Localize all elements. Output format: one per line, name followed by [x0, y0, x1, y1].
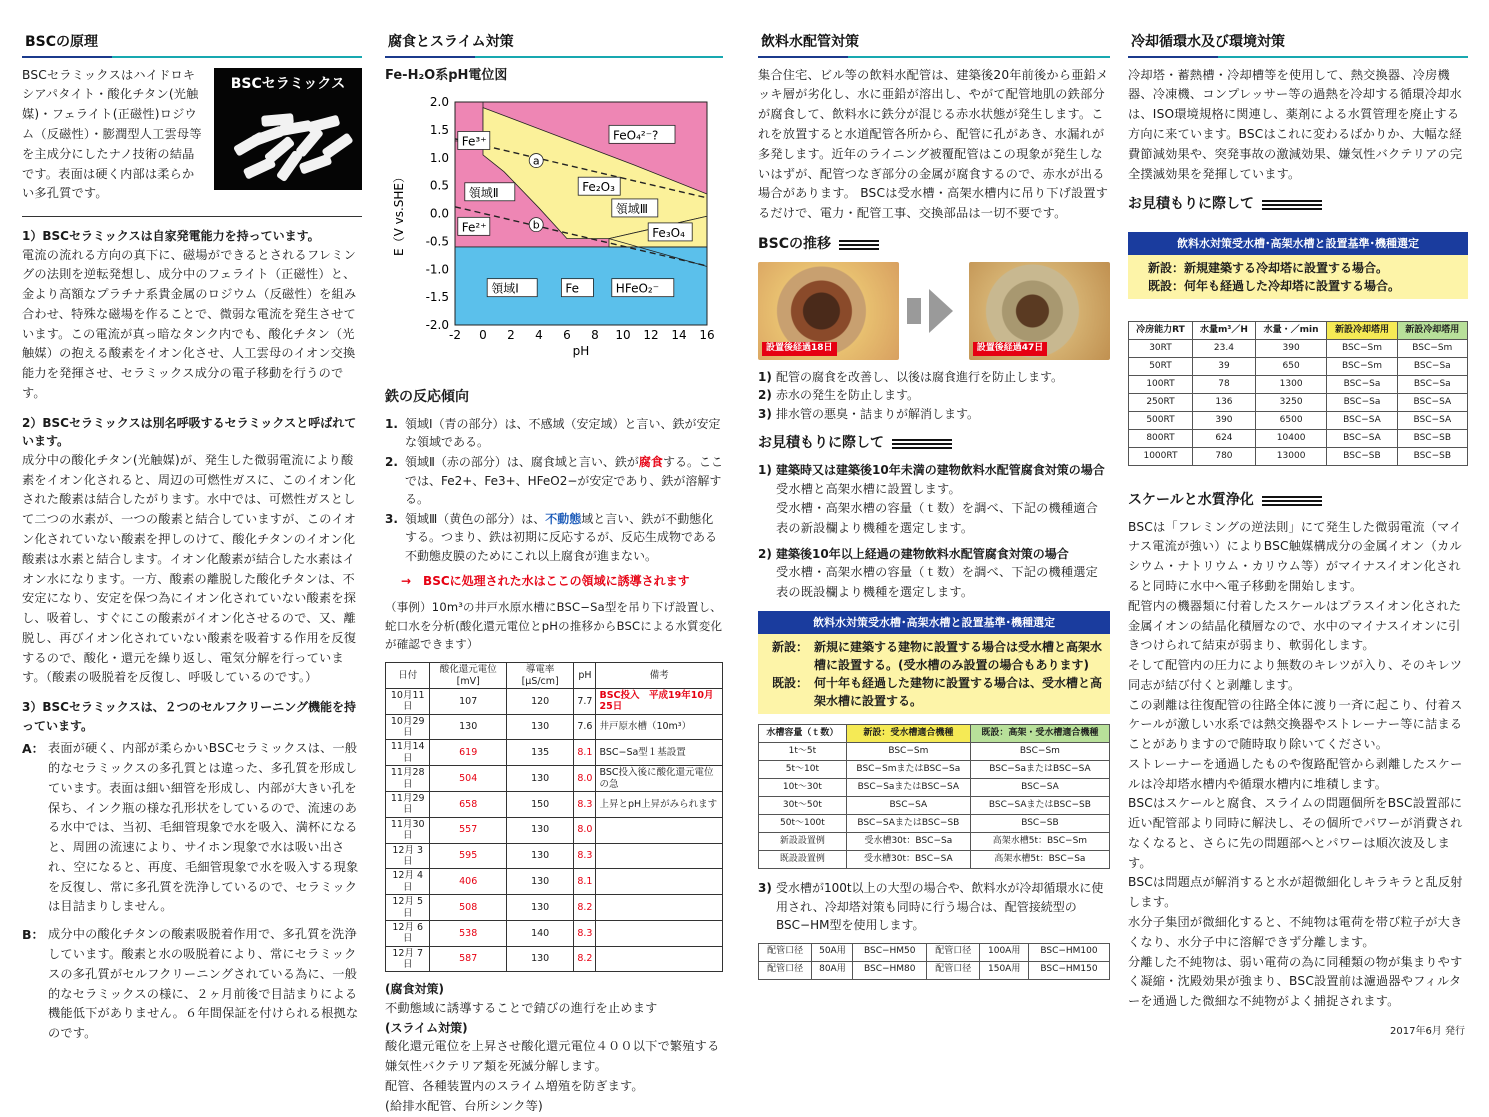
reaction-2-highlight: 腐食 — [638, 455, 663, 470]
table-cell: 30t〜50t — [759, 797, 847, 815]
box-old-row: 既設： 何十年も経過した建物に設置する場合は、受水槽と高架水槽に設置する。 — [772, 676, 1103, 709]
table-cell: 5t〜10t — [759, 761, 847, 779]
corrosion-body: 不動態域に誘導することで錆びの進行を止めます — [385, 1001, 658, 1016]
table-cell: 1t〜5t — [759, 743, 847, 761]
y-tick-label: -2.0 — [425, 317, 449, 332]
table-cell: BSC投入 平成19年10月25日 — [596, 688, 723, 714]
table-cell: 8.1 — [574, 740, 596, 766]
table-cell: 508 — [430, 895, 507, 921]
table-cell: BSC−SB — [1327, 448, 1397, 466]
table-cell: BSC−SaまたはBSC−SA — [970, 761, 1109, 779]
table-row — [386, 920, 723, 946]
label-region1: 領域Ⅰ — [491, 281, 519, 296]
table-cell: 11月30日 — [386, 817, 430, 843]
table-cell: 高架水槽5t：BSC−Sm — [970, 833, 1109, 851]
y-tick-label: 0.5 — [429, 178, 449, 193]
table-cell: 8.0 — [574, 817, 596, 843]
x-tick-label: 4 — [535, 327, 543, 342]
table-header: 水槽容量（ｔ数） — [759, 725, 847, 743]
cooling-table — [1128, 321, 1468, 466]
table-cell: 既設設置例 — [759, 851, 847, 869]
table-row — [386, 869, 723, 895]
table-row — [759, 851, 1110, 869]
cooling-box-old: 既設：何年も経過した冷却塔に設置する場合。 — [1148, 279, 1401, 294]
transition-photos — [758, 262, 1110, 360]
list-item: 2) 赤水の発生を防止します。 — [758, 388, 920, 403]
table-cell: 107 — [430, 688, 507, 714]
table-cell: 39 — [1192, 358, 1255, 376]
list-item: 3) 排水管の悪臭・詰まりが解消します。 — [758, 406, 980, 421]
table-row — [1129, 340, 1468, 358]
table-cell: 504 — [430, 766, 507, 792]
scale-heading: スケールと水質浄化 — [1128, 490, 1468, 512]
table-cell: 配管口径 — [927, 961, 980, 979]
table-row — [386, 714, 723, 740]
label-region3: 領域Ⅲ — [615, 201, 649, 216]
section-heading-cooling: 冷却循環水及び環境対策 — [1128, 30, 1468, 58]
divider — [22, 216, 362, 217]
reaction-heading: 鉄の反応傾向 — [385, 389, 469, 406]
table-cell: 10t〜30t — [759, 779, 847, 797]
effect-list — [758, 368, 1110, 424]
table-cell: 130 — [506, 766, 573, 792]
point2-body: 成分中の酸化チタン(光触媒)が、発生した微弱電流により酸素をイオン化されると、周辺の可燃性ガスに、このイオン化された酸素は結合したがります。水中では、可燃性ガスとして二つの水素が、一つの酸素と結合していますが、このイオン化されていない酸素を押しのけて、酸化チタンのイオン化酸素は水素と結合します。イオン化酸素が結合した水素はイオン水になります。一方、酸素の離脱した酸化チタンは、不安定になり、安定を保つ為にイオン化されていない酸素を探し、吸着し、すぐにこの酸素がイオン化させるので、又、離脱し、再びイオン化されていない酸素を吸着する作用を反復するので、酸化・還元を繰り返し、電気分解を行っています。（酸素の吸脱着を反復し、呼吸しているのです。） — [22, 452, 357, 685]
column-corrosion — [385, 30, 723, 1117]
photo-after-label: 設置後経過47日 — [973, 342, 1048, 356]
table-cell: 130 — [506, 869, 573, 895]
table-cell: BSC−SB — [970, 815, 1109, 833]
arrow-note: → BSCに処理された水はここの領域に誘導されます — [401, 573, 690, 588]
label-fe2: Fe²⁺ — [461, 220, 487, 235]
y-tick-label: 0.0 — [429, 206, 449, 221]
table-row — [759, 833, 1110, 851]
table-cell: BSC−Sm — [1397, 340, 1467, 358]
table-row — [1129, 412, 1468, 430]
table-cell: BSC−Sm — [846, 743, 970, 761]
label-fe: Fe — [565, 281, 580, 296]
cooling-estimate-heading: お見積もりに際して — [1128, 194, 1468, 216]
estimate-heading: お見積もりに際して — [758, 433, 1110, 455]
table-cell: BSC−Sm — [1327, 340, 1397, 358]
selection-box — [758, 611, 1110, 714]
estimate-1-body: 受水槽と高架水槽に設置します。 受水槽・高架水槽の容量（ｔ数）を調べ、下記の機種適合表の新設欄より機種を選定します。 — [776, 481, 1099, 536]
table-cell: 11月28日 — [386, 766, 430, 792]
y-tick-label: -1.5 — [425, 289, 449, 304]
table-cell: 配管口径 — [759, 943, 812, 961]
case-text: （事例）10m³の井戸水原水槽にBSC−Sa型を吊り下げ設置し、蛇口水を分析(酸化還元電位とpHの推移からBSCによる水質変化が確認できます） — [385, 600, 723, 652]
table-cell: 8.2 — [574, 895, 596, 921]
table-cell: 100RT — [1129, 376, 1193, 394]
issue-date: 2017年6月 発行 — [1390, 1025, 1465, 1037]
table-cell: BSC−Sm — [970, 743, 1109, 761]
table-cell: 受水槽30t：BSC−SA — [846, 851, 970, 869]
table-cell: 12月 4日 — [386, 869, 430, 895]
point-a-label: A： — [22, 741, 45, 757]
table-header: 新設：受水槽適合機種 — [846, 725, 970, 743]
reaction-item: 3. 領域Ⅲ（黄色の部分）は、不動態域と言い、鉄が不動態化する。つまり、鉄は初期に反応するが、反応生成物である不動態皮膜のためにこれ以上腐食が進まない。 — [385, 511, 718, 564]
reaction-2-text-a: 領域Ⅱ（赤の部分）は、腐食域と言い、鉄が — [405, 455, 639, 470]
label-fe3: Fe³⁺ — [461, 134, 487, 149]
table-cell: 10400 — [1255, 430, 1326, 448]
arrow-right-icon — [929, 289, 953, 333]
column-cooling — [1128, 30, 1468, 1012]
reaction-3-text-b: 域と言い、鉄が不動態化する。つまり、鉄は初期に反応するが、反応生成物である不動態皮膜のためにこれ以上腐食が進まない。 — [405, 511, 718, 564]
table-row — [1129, 394, 1468, 412]
table-cell: 8.2 — [574, 946, 596, 972]
ceramics-photo — [214, 68, 362, 190]
table-cell: 130 — [430, 714, 507, 740]
table-cell: BSC−Sm — [1327, 358, 1397, 376]
corrosion-heading: (腐食対策) — [385, 982, 444, 997]
table-cell: 配管口径 — [927, 943, 980, 961]
label-a: a — [532, 154, 540, 168]
slime-heading: (スライム対策) — [385, 1020, 468, 1035]
table-cell: 8.3 — [574, 920, 596, 946]
photo-caption: BSCセラミックス — [230, 75, 346, 92]
section-heading-principle: BSCの原理 — [22, 30, 362, 58]
list-item: 1) 配管の腐食を改善し、以後は腐食進行を防止します。 — [758, 369, 1064, 384]
table-row — [386, 843, 723, 869]
table-row — [1129, 376, 1468, 394]
table-cell: 上昇とpH上昇がみられます — [596, 792, 723, 818]
label-fe3o4: Fe₃O₄ — [652, 225, 685, 240]
table-cell: 650 — [1255, 358, 1326, 376]
table-cell: 538 — [430, 920, 507, 946]
point1-heading: 1）BSCセラミックスは自家発電能力を持っています。 — [22, 229, 320, 244]
point1-body: 電流の流れる方向の真下に、磁場ができるとされるフレミングの法則を逆転発想し、成分中のフェライト（正磁性）と、金より高額なプラチナ系貴金属のロジウム（反磁性）を組み合わせ、特殊な磁場を作ることで、微弱な電流を発生させています。この電流が真っ暗なタンク内でも、酸化チタン（光触媒）の抱える酸素をイオン化させ、人工雲母のイオン交換能力を発揮させ、セラミックス成分の電子移動を行うのです。 — [22, 247, 357, 400]
y-tick-label: 2.0 — [429, 94, 449, 109]
reaction-item: 1. 領域Ⅰ（青の部分）は、不感域（安定域）と言い、鉄が安定な領域である。 — [385, 415, 723, 452]
point-a — [22, 739, 362, 917]
table-cell: 250RT — [1129, 394, 1193, 412]
table-header: 既設：高架・受水槽適合機種 — [970, 725, 1109, 743]
table-cell: 130 — [506, 843, 573, 869]
point2-heading: 2）BSCセラミックスは別名呼吸するセラミックスと呼ばれています。 — [22, 415, 357, 449]
table-cell: 500RT — [1129, 412, 1193, 430]
table-cell: 557 — [430, 817, 507, 843]
x-axis-label: pH — [572, 343, 590, 358]
x-tick-label: 8 — [591, 327, 599, 342]
label-b: b — [532, 218, 540, 232]
table-cell: BSC−Sa — [1327, 394, 1397, 412]
table-cell: BSC−SA — [1327, 412, 1397, 430]
table-cell: 406 — [430, 869, 507, 895]
table-cell: 120 — [506, 688, 573, 714]
table-cell: BSC−HM150 — [1028, 961, 1109, 979]
scale-body: BSCは「フレミングの逆法則」にて発生した微弱電流（マイナス電流が強い）によりBSC触媒構成分の金属イオン（カルシウム・ナトリウム・カリウム等）がマイナスイオン化されると同時に水中へ電子移動を開始します。 配管内の機器類に付着したスケールはプラスイオン化された金属イオンの結晶化積層なので、水中のマイナスイオンに引きつけられて結束が弱まり、軟弱化します。 そして配管内の圧力により無数のキレツが入り、そのキレツ同志が結び付くと剥離します。 この剥離は往復配管の往路全体に渡り一斉に起こり、付着スケールが激しい水系では熱交換器やストレーナー等に詰まることがありますので随時取り除いてください。 ストレーナーを通過したものや復路配管から剥離したスケールは冷却塔水槽内や循環水槽内に堆積します。 BSCはスケールと腐食、スライムの問題個所をBSC設置部に近い配管部より同時に解決し、その個所でパワーが消費されなくなると、さらに先の問題部へとパワーは順次波及します。 BSCは問題点が解消すると水が超微細化しキラキラと乱反射します。 水分子集団が微細化すると、不純物は電荷を帯び粒子が大きくなり、水分子中に溶解できず分離します。 分離した不純物は、弱い電荷の為に同種類の物が集まりやすく凝縮・沈殿効果が強まり、BSC設置前は濾過器やフィルターを通過した微細な不純物がよく捕捉されます。 — [1128, 519, 1463, 1009]
table-cell: BSC−HM80 — [853, 961, 927, 979]
table-cell: BSC−SA — [1397, 394, 1467, 412]
table-cell: 23.4 — [1192, 340, 1255, 358]
table-cell: BSC投入後に酸化還元電位の急 — [596, 766, 723, 792]
transition-heading: BSCの推移 — [758, 234, 1110, 256]
table-cell: 6500 — [1255, 412, 1326, 430]
table-cell — [596, 869, 723, 895]
column-principle — [22, 30, 362, 1044]
table-cell: BSC−SA — [846, 797, 970, 815]
table-row — [759, 743, 1110, 761]
table-cell: 12月 3日 — [386, 843, 430, 869]
table-cell: BSC−SB — [1397, 448, 1467, 466]
table-cell: BSC−HM50 — [853, 943, 927, 961]
table-cell: 624 — [1192, 430, 1255, 448]
table-cell — [596, 895, 723, 921]
tank-selection-table — [758, 724, 1110, 869]
table-cell: 80A用 — [812, 961, 853, 979]
reaction-3-text-a: 領域Ⅲ（黄色の部分）は、 — [405, 511, 546, 526]
table-cell: BSC−Sa型１基設置 — [596, 740, 723, 766]
table-row — [759, 815, 1110, 833]
table-cell: 12月 7日 — [386, 946, 430, 972]
section-heading-drinking-water: 飲料水配管対策 — [758, 30, 1110, 58]
table-cell: 12月 5日 — [386, 895, 430, 921]
table-header: 日付 — [386, 663, 430, 689]
table-cell: 3250 — [1255, 394, 1326, 412]
table-row — [386, 946, 723, 972]
table-cell: 1300 — [1255, 376, 1326, 394]
point-b-label: B： — [22, 927, 45, 943]
table-cell: 新設設置例 — [759, 833, 847, 851]
table-row — [759, 797, 1110, 815]
table-cell: 140 — [506, 920, 573, 946]
table-cell: 150A用 — [980, 961, 1029, 979]
cooling-intro: 冷却塔・蓄熱槽・冷却槽等を使用して、熱交換器、冷房機器、冷凍機、コンプレッサー等の過熱を冷却する循環冷却水は、ISO環境規格に関連し、薬剤による水質管理を廃止する方向に来ています。BSCはこれに変わるばかりか、大幅な経費節減効果や、突発事故の激減効果、嫌気性バクテリアの完全撲滅効果を発揮しています。 — [1128, 67, 1463, 181]
table-row — [1129, 358, 1468, 376]
table-cell: 78 — [1192, 376, 1255, 394]
table-cell: 配管口径 — [759, 961, 812, 979]
hm-note: 3) 受水槽が100t以上の大型の場合や、飲料水が冷却循環水に使用され、冷却塔対策も同時に行う場合は、配管接続型のBSC−HM型を使用します。 — [758, 879, 1110, 935]
point-a-body: 表面が硬く、内部が柔らかいBSCセラミックスは、一般的なセラミックスの多孔質とは違った、多孔質を形成しています。表面は細い細管を形成し、内部が大きい孔を保ち、インク瓶の様な孔形状をしているので、流速のある水中では、当初、毛細管現象で水を吸入、満杯になると、周囲の流速により、サイホン現象で水は吸い出され、空になると、再度、毛細管現象で水を吸入する現象を反復し、常に多孔質を洗浄しているので、セラミックは目詰まりしません。 — [48, 741, 359, 914]
table-cell: BSC−SAまたはBSC−SB — [846, 815, 970, 833]
table-cell: BSC−Sa — [1327, 376, 1397, 394]
y-tick-label: 1.5 — [429, 122, 449, 137]
x-tick-label: -2 — [449, 327, 461, 342]
label-feo4: FeO₄²⁻? — [613, 128, 659, 143]
table-cell: 800RT — [1129, 430, 1193, 448]
label-region2: 領域Ⅱ — [468, 185, 499, 200]
table-header: 水量m³／H — [1192, 322, 1255, 340]
cooling-box-heading: 飲料水対策受水槽･高架水槽と設置基準･機種選定 — [1128, 232, 1468, 255]
cooling-box-new: 新設：新規建築する冷却塔に設置する場合。 — [1148, 261, 1389, 276]
table-header: 備考 — [596, 663, 723, 689]
table-cell — [596, 843, 723, 869]
intro-block — [22, 66, 362, 204]
table-cell: 13000 — [1255, 448, 1326, 466]
table-cell: 130 — [506, 946, 573, 972]
reaction-1-text: 領域Ⅰ（青の部分）は、不感域（安定域）と言い、鉄が安定な領域である。 — [405, 416, 721, 450]
table-cell: 受水槽30t：BSC−Sa — [846, 833, 970, 851]
estimate-2-body: 受水槽・高架水槽の容量（ｔ数）を調べ、下記の機種選定表の既設欄より機種を選定します。 — [776, 565, 1099, 600]
table-row — [386, 792, 723, 818]
x-tick-label: 16 — [699, 327, 715, 342]
table-cell: 130 — [506, 817, 573, 843]
table-cell: 10月11日 — [386, 688, 430, 714]
table-row — [386, 817, 723, 843]
table-cell — [596, 817, 723, 843]
hm-note-text: 受水槽が100t以上の大型の場合や、飲料水が冷却循環水に使用され、冷却塔対策も同時に行う場合は、配管接続型のBSC−HM型を使用します。 — [776, 881, 1104, 933]
table-cell: 150 — [506, 792, 573, 818]
table-cell: 595 — [430, 843, 507, 869]
table-row — [386, 740, 723, 766]
table-cell: BSC−Sa — [1397, 376, 1467, 394]
table-cell: 130 — [506, 895, 573, 921]
table-cell: 7.7 — [574, 688, 596, 714]
photo-before-label: 設置後経過18日 — [762, 342, 837, 356]
table-row — [1129, 430, 1468, 448]
table-cell: BSC−SA — [970, 779, 1109, 797]
table-cell: BSC−SA — [1327, 430, 1397, 448]
table-cell: 11月29日 — [386, 792, 430, 818]
table-header: 水量・／min — [1255, 322, 1326, 340]
x-tick-label: 0 — [479, 327, 487, 342]
table-cell: 50RT — [1129, 358, 1193, 376]
table-cell: 高架水槽5t：BSC−Sa — [970, 851, 1109, 869]
table-header: 冷房能力RT — [1129, 322, 1193, 340]
point3-heading: 3）BSCセラミックスは、２つのセルフクリーニング機能を持っています。 — [22, 700, 356, 733]
table-header: pH — [574, 663, 596, 689]
pipe-photo-before — [758, 262, 899, 360]
point-b — [22, 925, 362, 1044]
y-tick-label: -1.0 — [425, 262, 449, 277]
x-tick-label: 12 — [643, 327, 659, 342]
table-header: 新設冷却塔用 — [1397, 322, 1467, 340]
y-tick-label: -0.5 — [425, 234, 449, 249]
pourbaix-diagram — [385, 90, 723, 380]
table-row — [386, 766, 723, 792]
table-cell: 井戸原水槽（10m³） — [596, 714, 723, 740]
x-tick-label: 10 — [615, 327, 631, 342]
table-cell: 10月29日 — [386, 714, 430, 740]
table-header: 酸化還元電位[mV] — [430, 663, 507, 689]
table-cell: BSC−Sa — [1397, 358, 1467, 376]
table-cell: 8.0 — [574, 766, 596, 792]
table-cell: 8.3 — [574, 792, 596, 818]
table-cell: 50t〜100t — [759, 815, 847, 833]
table-cell: BSC−SB — [1397, 430, 1467, 448]
estimate-list — [758, 461, 1110, 603]
estimate-item-2: 2) 建築後10年以上経過の建物飲料水配管腐食対策の場合 — [758, 546, 1069, 561]
table-cell: 619 — [430, 740, 507, 766]
table-cell: 8.3 — [574, 843, 596, 869]
table-cell: 50A用 — [812, 943, 853, 961]
table-cell: 12月 6日 — [386, 920, 430, 946]
label-hfeo2: HFeO₂⁻ — [615, 281, 660, 296]
table-row — [759, 961, 1110, 979]
table-cell: 30RT — [1129, 340, 1193, 358]
table-cell — [596, 920, 723, 946]
reaction-list — [385, 415, 723, 566]
point-b-body: 成分中の酸化チタンの酸素吸脱着作用で、多孔質を洗浄しています。酸素と水の吸脱着により、常にセラミックスの多孔質がセルフクリーニングされている為に、一般的なセラミックスの様に、２ヶ月前後で目詰まりによる機能低下がありません。６年間保証を付けられる根拠なのです。 — [48, 927, 359, 1041]
table-cell: BSC−SmまたはBSC−Sa — [846, 761, 970, 779]
table-cell: BSC−SaまたはBSC−SA — [846, 779, 970, 797]
table-cell: 658 — [430, 792, 507, 818]
chart-title: Fe‐H₂O系pH電位図 — [385, 67, 508, 83]
table-cell: 100A用 — [980, 943, 1029, 961]
table-cell: 390 — [1192, 412, 1255, 430]
table-row — [386, 688, 723, 714]
table-cell: 11月14日 — [386, 740, 430, 766]
table-cell: 7.6 — [574, 714, 596, 740]
table-cell: 390 — [1255, 340, 1326, 358]
table-cell: 587 — [430, 946, 507, 972]
table-cell: 1000RT — [1129, 448, 1193, 466]
table-cell: BSC−SA — [1397, 412, 1467, 430]
intro-text: BSCセラミックスはハイドロキシアパタイト・酸化チタン(光触媒)・フェライト(正磁性)ロジウム（反磁性）・膨潤型人工雲母等を主成分にしたナノ技術の結晶です。表面は硬く内部は柔らかい多孔質です。 — [22, 67, 202, 201]
table-header: 新設冷却塔用 — [1327, 322, 1397, 340]
x-tick-label: 2 — [507, 327, 515, 342]
table-cell — [596, 946, 723, 972]
reaction-3-highlight: 不動態 — [545, 511, 582, 526]
table-cell: 135 — [506, 740, 573, 766]
table-cell: 130 — [506, 714, 573, 740]
table-row — [759, 943, 1110, 961]
table-row — [1129, 448, 1468, 466]
y-tick-label: 1.0 — [429, 150, 449, 165]
table-cell: 8.1 — [574, 869, 596, 895]
column-drinking-water — [758, 30, 1110, 980]
selection-box-heading: 飲料水対策受水槽･高架水槽と設置基準･機種選定 — [758, 611, 1110, 634]
drinking-intro: 集合住宅、ビル等の飲料水配管は、建築後20年前後から亜鉛メッキ層が劣化し、水に亜鉛が溶出し、やがて配管地肌の鉄部分が腐食して、飲料水に鉄分が混じる赤水状態が発生します。これを放置すると水道配管各所から、配管に孔があき、水漏れが多発します。近年のライニング被覆配管はこの現象が発生しないはずが、配管つなぎ部分の金属が腐食するので、赤水が出る場合があります。 BSCは受水槽・高架水槽内に吊り下げ設置するだけで、電力・配管工事、交換部品は一切不要です。 — [758, 67, 1109, 221]
cooling-box — [1128, 232, 1468, 299]
x-tick-label: 6 — [563, 327, 571, 342]
section-heading-corrosion: 腐食とスライム対策 — [385, 30, 723, 58]
box-new-row: 新設： 新規に建築する建物に設置する場合は受水槽と高架水槽に設置する。(受水槽のみ設置の場合もあります) — [772, 640, 1103, 673]
y-axis-label: E（V vs.SHE） — [392, 170, 406, 256]
estimate-item-1: 1) 建築時又は建築後10年未満の建物飲料水配管腐食対策の場合 — [758, 462, 1105, 477]
table-header: 導電率[μS/cm] — [506, 663, 573, 689]
pipe-photo-after — [969, 262, 1110, 360]
table-row — [759, 779, 1110, 797]
label-fe2o3: Fe₂O₃ — [582, 180, 615, 195]
water-analysis-table — [385, 662, 723, 972]
table-cell: BSC−HM100 — [1028, 943, 1109, 961]
x-tick-label: 14 — [671, 327, 687, 342]
reaction-2-text-b: する。ここでは、Fe2+、Fe3+、HFeO2−が安定であり、鉄が溶解する。 — [405, 455, 723, 507]
table-cell: 136 — [1192, 394, 1255, 412]
reaction-item: 2. 領域Ⅱ（赤の部分）は、腐食域と言い、鉄が腐食する。ここでは、Fe2+、Fe3+、HFeO2−が安定であり、鉄が溶解する。 — [385, 455, 723, 507]
table-row — [386, 895, 723, 921]
table-row — [759, 761, 1110, 779]
hm-table — [758, 943, 1110, 980]
table-cell: 780 — [1192, 448, 1255, 466]
table-cell: BSC−SAまたはBSC−SB — [970, 797, 1109, 815]
slime-body: 酸化還元電位を上昇させ酸化還元電位４００以下で繁殖する嫌気性バクテリア類を死滅分解します。 配管、各種装置内のスライム増殖を防ぎます。 (給排水配管、台所シンク等) — [385, 1039, 720, 1113]
